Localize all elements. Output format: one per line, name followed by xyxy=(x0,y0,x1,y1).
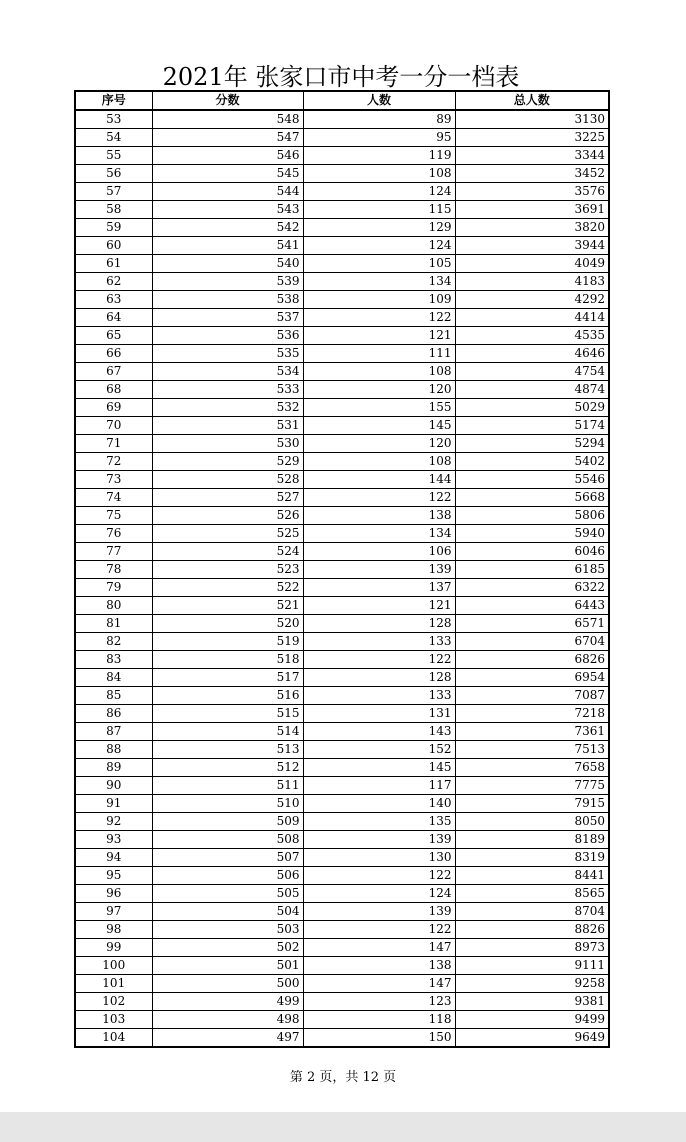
table-row xyxy=(75,561,609,579)
cell-total: 3820 xyxy=(455,219,609,237)
cell-score: 521 xyxy=(152,597,303,615)
cell-seq: 91 xyxy=(75,795,152,813)
cell-count: 143 xyxy=(303,723,455,741)
cell-score: 542 xyxy=(152,219,303,237)
cell-seq: 59 xyxy=(75,219,152,237)
cell-count: 133 xyxy=(303,687,455,705)
table-row xyxy=(75,795,609,813)
cell-seq: 71 xyxy=(75,435,152,453)
cell-total: 4535 xyxy=(455,327,609,345)
cell-count: 139 xyxy=(303,903,455,921)
cell-seq: 100 xyxy=(75,957,152,975)
cell-count: 133 xyxy=(303,633,455,651)
cell-total: 4754 xyxy=(455,363,609,381)
table-header-row xyxy=(75,91,609,110)
cell-score: 541 xyxy=(152,237,303,255)
cell-total: 7361 xyxy=(455,723,609,741)
table-row xyxy=(75,291,609,309)
table-row xyxy=(75,1011,609,1029)
cell-seq: 104 xyxy=(75,1029,152,1048)
cell-total: 3576 xyxy=(455,183,609,201)
cell-count: 122 xyxy=(303,309,455,327)
cell-total: 7513 xyxy=(455,741,609,759)
table-row xyxy=(75,183,609,201)
cell-total: 8189 xyxy=(455,831,609,849)
cell-seq: 58 xyxy=(75,201,152,219)
table-row xyxy=(75,147,609,165)
cell-total: 6185 xyxy=(455,561,609,579)
table-row xyxy=(75,651,609,669)
cell-count: 134 xyxy=(303,273,455,291)
table-row xyxy=(75,273,609,291)
cell-seq: 65 xyxy=(75,327,152,345)
cell-seq: 88 xyxy=(75,741,152,759)
cell-seq: 89 xyxy=(75,759,152,777)
cell-score: 499 xyxy=(152,993,303,1011)
table-row xyxy=(75,507,609,525)
cell-score: 544 xyxy=(152,183,303,201)
page-title: 2021年 张家口市中考一分一档表 xyxy=(162,63,520,91)
cell-count: 117 xyxy=(303,777,455,795)
table-row xyxy=(75,597,609,615)
cell-score: 531 xyxy=(152,417,303,435)
table-row xyxy=(75,687,609,705)
cell-score: 536 xyxy=(152,327,303,345)
cell-total: 5294 xyxy=(455,435,609,453)
cell-count: 130 xyxy=(303,849,455,867)
cell-score: 534 xyxy=(152,363,303,381)
cell-score: 507 xyxy=(152,849,303,867)
cell-score: 508 xyxy=(152,831,303,849)
cell-count: 155 xyxy=(303,399,455,417)
cell-seq: 66 xyxy=(75,345,152,363)
cell-score: 510 xyxy=(152,795,303,813)
cell-total: 9381 xyxy=(455,993,609,1011)
cell-seq: 98 xyxy=(75,921,152,939)
cell-count: 138 xyxy=(303,957,455,975)
header-score: 分数 xyxy=(152,91,303,110)
cell-seq: 76 xyxy=(75,525,152,543)
table-row xyxy=(75,525,609,543)
cell-count: 122 xyxy=(303,489,455,507)
table-row xyxy=(75,309,609,327)
cell-total: 3944 xyxy=(455,237,609,255)
score-table xyxy=(74,90,610,1048)
cell-score: 513 xyxy=(152,741,303,759)
cell-count: 115 xyxy=(303,201,455,219)
cell-total: 3130 xyxy=(455,110,609,129)
table-row xyxy=(75,165,609,183)
cell-seq: 103 xyxy=(75,1011,152,1029)
cell-count: 122 xyxy=(303,651,455,669)
header-seq: 序号 xyxy=(75,91,152,110)
cell-count: 144 xyxy=(303,471,455,489)
cell-total: 7775 xyxy=(455,777,609,795)
cell-count: 147 xyxy=(303,939,455,957)
cell-count: 89 xyxy=(303,110,455,129)
table-row xyxy=(75,1029,609,1048)
cell-count: 139 xyxy=(303,831,455,849)
table-row xyxy=(75,885,609,903)
cell-total: 9499 xyxy=(455,1011,609,1029)
cell-total: 6046 xyxy=(455,543,609,561)
cell-seq: 67 xyxy=(75,363,152,381)
table-row xyxy=(75,705,609,723)
table-row xyxy=(75,471,609,489)
table-row xyxy=(75,867,609,885)
cell-count: 135 xyxy=(303,813,455,831)
table-row xyxy=(75,110,609,129)
cell-total: 5546 xyxy=(455,471,609,489)
cell-total: 5402 xyxy=(455,453,609,471)
cell-total: 3691 xyxy=(455,201,609,219)
cell-seq: 94 xyxy=(75,849,152,867)
table-row xyxy=(75,615,609,633)
cell-score: 506 xyxy=(152,867,303,885)
cell-count: 128 xyxy=(303,615,455,633)
cell-total: 8441 xyxy=(455,867,609,885)
cell-seq: 69 xyxy=(75,399,152,417)
cell-total: 6443 xyxy=(455,597,609,615)
table-row xyxy=(75,579,609,597)
cell-count: 118 xyxy=(303,1011,455,1029)
cell-seq: 61 xyxy=(75,255,152,273)
cell-total: 6826 xyxy=(455,651,609,669)
cell-total: 4183 xyxy=(455,273,609,291)
cell-count: 119 xyxy=(303,147,455,165)
cell-count: 121 xyxy=(303,327,455,345)
cell-seq: 93 xyxy=(75,831,152,849)
cell-total: 6571 xyxy=(455,615,609,633)
cell-seq: 74 xyxy=(75,489,152,507)
cell-seq: 56 xyxy=(75,165,152,183)
cell-count: 145 xyxy=(303,759,455,777)
cell-seq: 79 xyxy=(75,579,152,597)
cell-score: 512 xyxy=(152,759,303,777)
cell-score: 520 xyxy=(152,615,303,633)
cell-score: 515 xyxy=(152,705,303,723)
cell-score: 543 xyxy=(152,201,303,219)
cell-total: 8050 xyxy=(455,813,609,831)
cell-seq: 92 xyxy=(75,813,152,831)
cell-score: 501 xyxy=(152,957,303,975)
cell-seq: 70 xyxy=(75,417,152,435)
cell-score: 546 xyxy=(152,147,303,165)
cell-seq: 64 xyxy=(75,309,152,327)
cell-score: 524 xyxy=(152,543,303,561)
cell-score: 533 xyxy=(152,381,303,399)
cell-score: 540 xyxy=(152,255,303,273)
cell-seq: 72 xyxy=(75,453,152,471)
cell-score: 547 xyxy=(152,129,303,147)
cell-total: 6954 xyxy=(455,669,609,687)
cell-seq: 75 xyxy=(75,507,152,525)
cell-total: 4292 xyxy=(455,291,609,309)
cell-total: 3225 xyxy=(455,129,609,147)
table-row xyxy=(75,633,609,651)
table-row xyxy=(75,237,609,255)
table-row xyxy=(75,363,609,381)
cell-score: 530 xyxy=(152,435,303,453)
table-row xyxy=(75,219,609,237)
cell-total: 4646 xyxy=(455,345,609,363)
cell-count: 95 xyxy=(303,129,455,147)
cell-seq: 97 xyxy=(75,903,152,921)
cell-score: 527 xyxy=(152,489,303,507)
cell-seq: 86 xyxy=(75,705,152,723)
cell-count: 134 xyxy=(303,525,455,543)
viewer-bottom-bar xyxy=(0,1112,686,1142)
table-row xyxy=(75,669,609,687)
cell-total: 5940 xyxy=(455,525,609,543)
table-row xyxy=(75,921,609,939)
cell-seq: 73 xyxy=(75,471,152,489)
page-footer: 第 2 页，共 12 页 xyxy=(289,1070,397,1085)
cell-total: 8704 xyxy=(455,903,609,921)
cell-score: 500 xyxy=(152,975,303,993)
cell-total: 5806 xyxy=(455,507,609,525)
cell-seq: 101 xyxy=(75,975,152,993)
table-row xyxy=(75,975,609,993)
cell-score: 504 xyxy=(152,903,303,921)
cell-count: 111 xyxy=(303,345,455,363)
cell-seq: 60 xyxy=(75,237,152,255)
cell-total: 5668 xyxy=(455,489,609,507)
cell-score: 529 xyxy=(152,453,303,471)
cell-seq: 82 xyxy=(75,633,152,651)
cell-count: 150 xyxy=(303,1029,455,1048)
cell-total: 7218 xyxy=(455,705,609,723)
cell-seq: 55 xyxy=(75,147,152,165)
cell-total: 9111 xyxy=(455,957,609,975)
cell-count: 147 xyxy=(303,975,455,993)
cell-score: 498 xyxy=(152,1011,303,1029)
cell-count: 137 xyxy=(303,579,455,597)
cell-total: 9258 xyxy=(455,975,609,993)
table-row xyxy=(75,903,609,921)
cell-seq: 62 xyxy=(75,273,152,291)
cell-total: 4049 xyxy=(455,255,609,273)
cell-total: 4414 xyxy=(455,309,609,327)
cell-count: 121 xyxy=(303,597,455,615)
cell-score: 523 xyxy=(152,561,303,579)
table-row xyxy=(75,345,609,363)
cell-total: 8973 xyxy=(455,939,609,957)
table-row xyxy=(75,327,609,345)
cell-score: 497 xyxy=(152,1029,303,1048)
cell-total: 3344 xyxy=(455,147,609,165)
cell-score: 503 xyxy=(152,921,303,939)
cell-seq: 96 xyxy=(75,885,152,903)
cell-count: 108 xyxy=(303,453,455,471)
cell-seq: 84 xyxy=(75,669,152,687)
table-row xyxy=(75,489,609,507)
cell-total: 5029 xyxy=(455,399,609,417)
cell-count: 105 xyxy=(303,255,455,273)
cell-score: 505 xyxy=(152,885,303,903)
cell-score: 509 xyxy=(152,813,303,831)
cell-seq: 102 xyxy=(75,993,152,1011)
table-row xyxy=(75,759,609,777)
cell-score: 539 xyxy=(152,273,303,291)
cell-total: 8565 xyxy=(455,885,609,903)
cell-count: 124 xyxy=(303,237,455,255)
cell-count: 108 xyxy=(303,363,455,381)
header-count: 人数 xyxy=(303,91,455,110)
table-row xyxy=(75,939,609,957)
cell-score: 528 xyxy=(152,471,303,489)
cell-score: 519 xyxy=(152,633,303,651)
cell-seq: 68 xyxy=(75,381,152,399)
cell-score: 518 xyxy=(152,651,303,669)
table-row xyxy=(75,831,609,849)
cell-total: 3452 xyxy=(455,165,609,183)
cell-count: 108 xyxy=(303,165,455,183)
table-row xyxy=(75,993,609,1011)
cell-seq: 87 xyxy=(75,723,152,741)
table-row xyxy=(75,435,609,453)
table-row xyxy=(75,741,609,759)
cell-count: 120 xyxy=(303,435,455,453)
cell-score: 526 xyxy=(152,507,303,525)
cell-score: 517 xyxy=(152,669,303,687)
table-row xyxy=(75,849,609,867)
cell-seq: 77 xyxy=(75,543,152,561)
cell-count: 106 xyxy=(303,543,455,561)
cell-count: 124 xyxy=(303,885,455,903)
cell-total: 7658 xyxy=(455,759,609,777)
cell-total: 6322 xyxy=(455,579,609,597)
cell-score: 535 xyxy=(152,345,303,363)
table-row xyxy=(75,543,609,561)
table-row xyxy=(75,201,609,219)
cell-count: 145 xyxy=(303,417,455,435)
cell-count: 109 xyxy=(303,291,455,309)
cell-score: 538 xyxy=(152,291,303,309)
cell-seq: 63 xyxy=(75,291,152,309)
table-row xyxy=(75,957,609,975)
cell-score: 525 xyxy=(152,525,303,543)
cell-score: 516 xyxy=(152,687,303,705)
cell-total: 8319 xyxy=(455,849,609,867)
cell-count: 138 xyxy=(303,507,455,525)
cell-seq: 78 xyxy=(75,561,152,579)
cell-seq: 57 xyxy=(75,183,152,201)
table-row xyxy=(75,417,609,435)
cell-seq: 54 xyxy=(75,129,152,147)
cell-seq: 95 xyxy=(75,867,152,885)
cell-score: 502 xyxy=(152,939,303,957)
cell-total: 7087 xyxy=(455,687,609,705)
cell-score: 511 xyxy=(152,777,303,795)
cell-score: 532 xyxy=(152,399,303,417)
cell-seq: 53 xyxy=(75,110,152,129)
cell-score: 522 xyxy=(152,579,303,597)
cell-total: 5174 xyxy=(455,417,609,435)
cell-count: 124 xyxy=(303,183,455,201)
cell-seq: 80 xyxy=(75,597,152,615)
cell-seq: 99 xyxy=(75,939,152,957)
cell-seq: 83 xyxy=(75,651,152,669)
table-row xyxy=(75,813,609,831)
cell-total: 6704 xyxy=(455,633,609,651)
table-row xyxy=(75,129,609,147)
cell-seq: 85 xyxy=(75,687,152,705)
table-row xyxy=(75,381,609,399)
table-row xyxy=(75,453,609,471)
cell-seq: 90 xyxy=(75,777,152,795)
cell-count: 122 xyxy=(303,921,455,939)
table-row xyxy=(75,399,609,417)
cell-count: 131 xyxy=(303,705,455,723)
table-row xyxy=(75,777,609,795)
cell-count: 128 xyxy=(303,669,455,687)
cell-total: 9649 xyxy=(455,1029,609,1048)
cell-count: 122 xyxy=(303,867,455,885)
cell-count: 123 xyxy=(303,993,455,1011)
header-total: 总人数 xyxy=(455,91,609,110)
cell-total: 7915 xyxy=(455,795,609,813)
cell-total: 4874 xyxy=(455,381,609,399)
cell-count: 139 xyxy=(303,561,455,579)
table-row xyxy=(75,723,609,741)
cell-count: 152 xyxy=(303,741,455,759)
cell-score: 545 xyxy=(152,165,303,183)
cell-count: 120 xyxy=(303,381,455,399)
cell-score: 514 xyxy=(152,723,303,741)
table-row xyxy=(75,255,609,273)
cell-count: 140 xyxy=(303,795,455,813)
cell-seq: 81 xyxy=(75,615,152,633)
cell-total: 8826 xyxy=(455,921,609,939)
cell-score: 548 xyxy=(152,110,303,129)
cell-count: 129 xyxy=(303,219,455,237)
cell-score: 537 xyxy=(152,309,303,327)
